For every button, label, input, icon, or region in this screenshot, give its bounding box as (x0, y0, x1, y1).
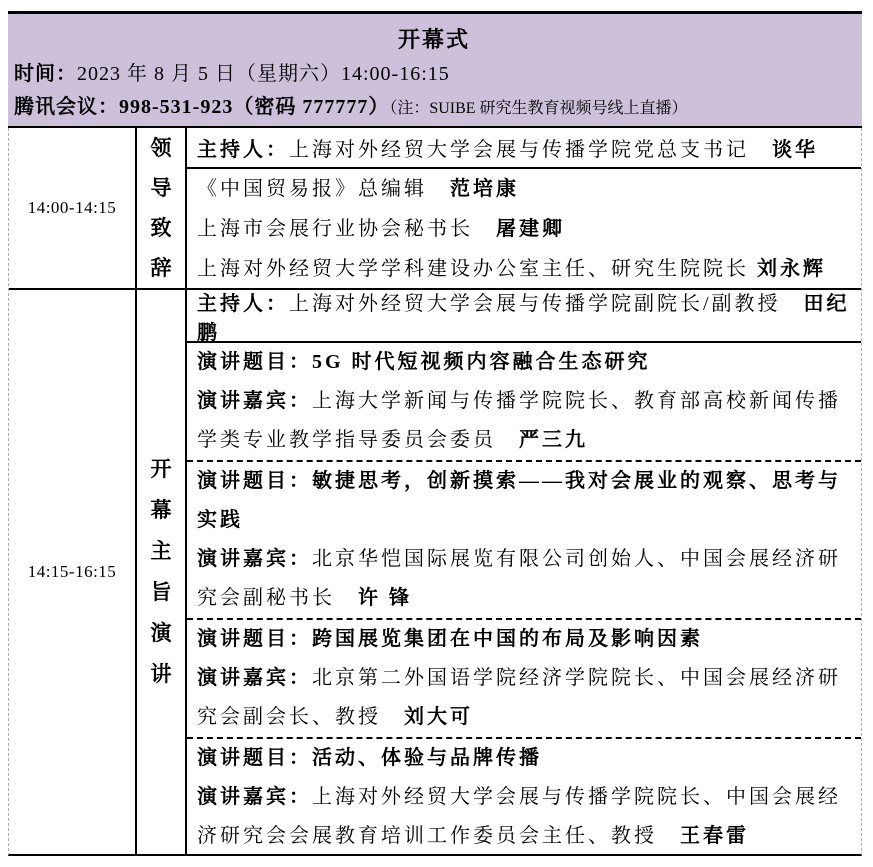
schedule-row (9, 128, 861, 290)
bold-text: 田纪鹏 (197, 292, 850, 344)
stage-char: 幕 (150, 498, 172, 522)
content-cell (187, 128, 861, 288)
stage-char: 领 (150, 136, 172, 160)
page-title: 开幕式 (397, 27, 470, 52)
text: 上海对外经贸大学学科建设办公室主任、研究生院院长 (197, 258, 757, 280)
host-line (187, 290, 861, 345)
speaker-line (187, 209, 861, 249)
text: 上海对外经贸大学会展与传播学院院长、中国会展经济研究会会展教育培训工作委员会主任、教授 (197, 786, 841, 847)
meeting-row (14, 91, 854, 125)
bold-text: 主持人： (197, 292, 289, 315)
bold-text: 刘大可 (381, 706, 473, 728)
bold-text: 演讲题目：跨国展览集团在中国的布局及影响因素 (197, 628, 703, 650)
bold-text: 演讲嘉宾： (197, 548, 312, 570)
text: 上海对外经贸大学会展与传播学院副院长/副教授 (289, 292, 781, 315)
content-cell (187, 290, 861, 854)
schedule-table (8, 11, 862, 858)
talk-title (187, 462, 861, 540)
talk-block (187, 739, 861, 854)
stage-char: 开 (150, 457, 172, 481)
text: 北京华恺国际展览有限公司创始人、中国会展经济研究会副秘书长 (197, 548, 841, 609)
bold-text: 演讲嘉宾： (197, 667, 312, 689)
meeting-label: 腾讯会议： (14, 96, 119, 118)
meeting-id: 998-531-923（密码 777777） (119, 96, 390, 118)
schedule-rows (8, 128, 862, 856)
talk-block (187, 462, 861, 620)
host-block (187, 128, 861, 169)
text: 《中国贸易报》总编辑 (197, 178, 427, 200)
bold-text: 刘永辉 (757, 258, 826, 280)
stage-char: 导 (150, 176, 172, 200)
table-header (8, 11, 862, 128)
stage-label (137, 128, 187, 288)
talk-title (187, 739, 861, 778)
talk-guest (187, 778, 861, 854)
text: 上海市会展行业协会秘书长 (197, 218, 473, 240)
time-value: 2023 年 8 月 5 日（星期六）14:00-16:15 (77, 63, 450, 85)
stage-char: 致 (150, 216, 172, 240)
bold-text: 主持人： (197, 139, 289, 161)
bold-text: 许 锋 (335, 587, 412, 609)
talk-guest (187, 659, 861, 737)
stage-label (137, 290, 187, 854)
text: 北京第二外国语学院经济学院院长、中国会展经济研究会副会长、教授 (197, 667, 841, 728)
bold-text: 演讲题目：敏捷思考，创新摸索——我对会展业的观察、思考与实践 (197, 470, 841, 531)
time-cell: 14:15-16:15 (9, 290, 137, 854)
stage-char: 主 (150, 539, 172, 563)
bold-text: 演讲嘉宾： (197, 786, 312, 808)
talk-block (187, 343, 861, 462)
bold-text: 王春雷 (657, 825, 749, 847)
bold-text: 演讲题目：活动、体验与品牌传播 (197, 747, 542, 769)
text: 上海大学新闻与传播学院院长、教育部高校新闻传播学类专业教学指导委员会委员 (197, 390, 841, 451)
time-row (14, 58, 854, 91)
host-block (187, 290, 861, 343)
bold-text: 谈华 (749, 139, 818, 161)
schedule-row (9, 290, 861, 854)
bold-text: 演讲嘉宾： (197, 390, 312, 412)
speaker-line (187, 249, 861, 288)
time-label: 时间： (14, 63, 77, 85)
host-line (187, 133, 861, 162)
talk-title (187, 620, 861, 659)
bold-text: 屠建卿 (473, 218, 565, 240)
talk-guest (187, 382, 861, 460)
bold-text: 严三九 (496, 429, 588, 451)
text: 上海对外经贸大学会展与传播学院党总支书记 (289, 139, 749, 161)
bold-text: 范培康 (427, 178, 519, 200)
meeting-note: （注：SUIBE 研究生教育视频号线上直播） (389, 100, 688, 117)
time-cell: 14:00-14:15 (9, 128, 137, 288)
bold-text: 演讲题目：5G 时代短视频内容融合生态研究 (197, 351, 651, 373)
stage-char: 演 (150, 621, 172, 645)
talk-guest (187, 540, 861, 618)
talk-block (187, 169, 861, 288)
stage-char: 辞 (150, 256, 172, 280)
talk-title (187, 343, 861, 382)
stage-char: 旨 (150, 580, 172, 604)
talk-block (187, 620, 861, 739)
speaker-line (187, 169, 861, 209)
stage-char: 讲 (150, 662, 172, 686)
